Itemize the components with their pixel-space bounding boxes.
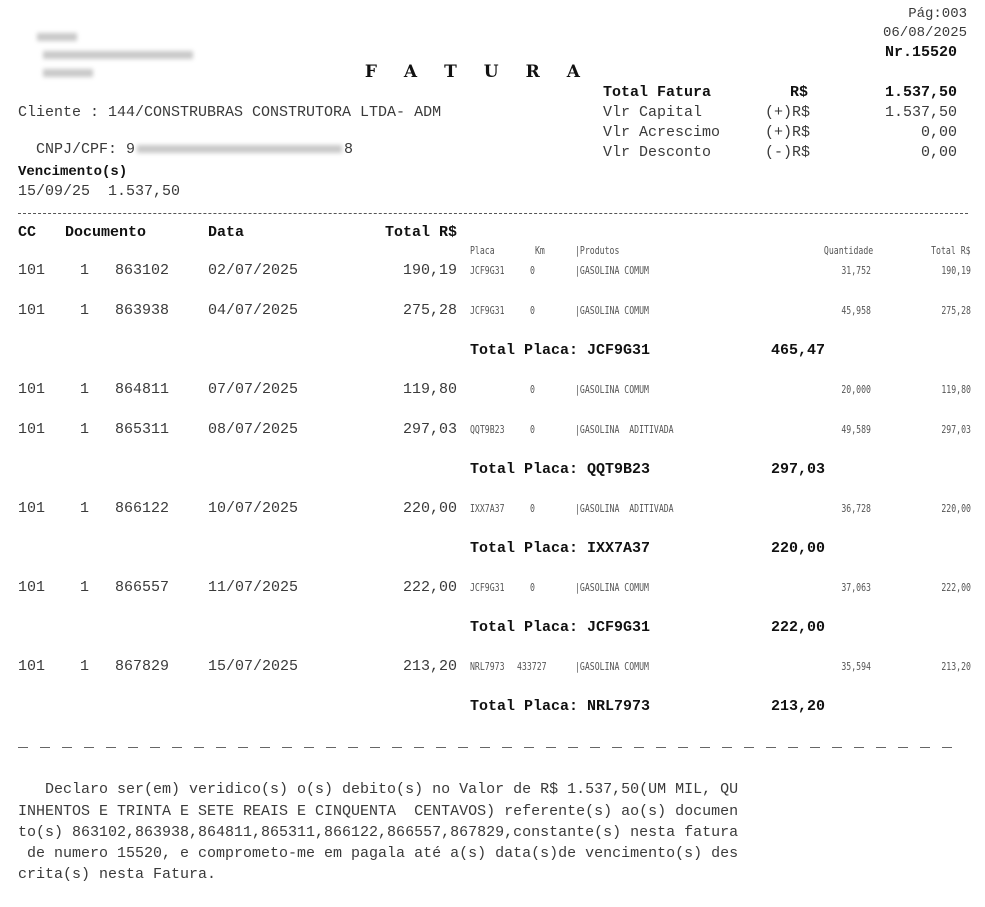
title-letter: T	[444, 62, 457, 82]
sub-header-quantidade: Quantidade	[823, 245, 873, 257]
row-documento: 866122	[115, 500, 170, 517]
row-n: 1	[80, 500, 90, 517]
col-header-cc: CC	[18, 224, 37, 241]
placa-total-value: 220,00	[770, 540, 825, 557]
declaration-line: Declaro ser(em) veridico(s) o(s) debito(s) no Valor de R$ 1.537,50(UM MIL, QU	[18, 781, 739, 799]
row-quantidade: 37,063	[841, 582, 871, 594]
row-placa: JCF9G31	[470, 582, 505, 594]
cnpj-label: CNPJ/CPF: 9	[36, 141, 136, 158]
title-letter: F	[364, 62, 377, 82]
row-item-total: 297,03	[941, 424, 971, 436]
row-cc: 101	[18, 302, 46, 319]
capital-label: Vlr Capital	[603, 104, 703, 121]
declaration-line: to(s) 863102,863938,864811,865311,866122,866557,867829,constante(s) nesta fatura	[18, 823, 739, 841]
row-total: 220,00	[402, 500, 457, 517]
row-date: 10/07/2025	[208, 500, 299, 517]
row-placa: IXX7A37	[470, 503, 505, 515]
col-header-documento: Documento	[65, 224, 147, 241]
total-fatura-label: Total Fatura	[603, 84, 712, 101]
row-quantidade: 20,000	[841, 384, 871, 396]
row-cc: 101	[18, 658, 46, 675]
row-cc: 101	[18, 421, 46, 438]
row-date: 11/07/2025	[208, 579, 299, 596]
row-km: 0	[530, 265, 535, 277]
row-date: 07/07/2025	[208, 381, 299, 398]
divider	[18, 213, 968, 214]
placa-total-label: Total Placa: QQT9B23	[470, 461, 651, 478]
desconto-label: Vlr Desconto	[603, 144, 712, 161]
title-letter: A	[566, 62, 580, 82]
row-item-total: 213,20	[941, 661, 971, 673]
row-total: 297,03	[402, 421, 457, 438]
row-produto: |GASOLINA ADITIVADA	[575, 503, 674, 515]
row-km: 0	[530, 503, 535, 515]
row-n: 1	[80, 302, 90, 319]
row-km: 0	[530, 305, 535, 317]
row-total: 190,19	[402, 262, 457, 279]
placa-total-label: Total Placa: JCF9G31	[470, 342, 651, 359]
sub-header-placa: Placa	[470, 245, 495, 257]
placa-total-value: 213,20	[770, 698, 825, 715]
placa-total-label: Total Placa: JCF9G31	[470, 619, 651, 636]
row-documento: 867829	[115, 658, 170, 675]
row-n: 1	[80, 381, 90, 398]
row-quantidade: 49,589	[841, 424, 871, 436]
title-letter: R	[525, 62, 540, 82]
row-placa: JCF9G31	[470, 265, 505, 277]
capital-sign: (+)R$	[765, 104, 811, 121]
row-item-total: 220,00	[941, 503, 971, 515]
row-n: 1	[80, 421, 90, 438]
row-date: 04/07/2025	[208, 302, 299, 319]
row-n: 1	[80, 262, 90, 279]
row-quantidade: 45,958	[841, 305, 871, 317]
row-quantidade: 35,594	[841, 661, 871, 673]
row-quantidade: 31,752	[841, 265, 871, 277]
page-number: Pág:003	[908, 6, 967, 22]
col-header-data: Data	[208, 224, 245, 241]
total-fatura-value: 1.537,50	[884, 84, 957, 101]
company-name-redacted	[18, 10, 193, 82]
row-documento: 863102	[115, 262, 170, 279]
cnpj-redacted	[137, 145, 342, 153]
desconto-sign: (-)R$	[765, 144, 811, 161]
row-produto: |GASOLINA COMUM	[575, 582, 649, 594]
cnpj-end: 8	[344, 141, 354, 158]
cnpj-line	[18, 124, 353, 158]
acrescimo-value: 0,00	[920, 124, 957, 141]
declaration-line: crita(s) nesta Fatura.	[18, 866, 217, 884]
row-total: 119,80	[402, 381, 457, 398]
row-km: 433727	[517, 661, 547, 673]
row-placa: NRL7973	[470, 661, 505, 673]
total-fatura-currency: R$	[790, 84, 809, 101]
placa-total-label: Total Placa: IXX7A37	[470, 540, 651, 557]
row-total: 222,00	[402, 579, 457, 596]
row-produto: |GASOLINA COMUM	[575, 384, 649, 396]
sub-header-produtos: |Produtos	[575, 245, 620, 257]
row-total: 213,20	[402, 658, 457, 675]
row-placa: JCF9G31	[470, 305, 505, 317]
issue-date: 06/08/2025	[882, 25, 967, 41]
row-item-total: 190,19	[941, 265, 971, 277]
client-line: Cliente : 144/CONSTRUBRAS CONSTRUTORA LTDA- ADM	[18, 104, 442, 121]
declaration	[18, 758, 978, 907]
row-n: 1	[80, 658, 90, 675]
row-produto: |GASOLINA COMUM	[575, 305, 649, 317]
declaration-line: de numero 15520, e comprometo-me em pagala até a(s) data(s)de vencimento(s) des	[18, 845, 739, 863]
row-produto: |GASOLINA COMUM	[575, 661, 649, 673]
acrescimo-sign: (+)R$	[765, 124, 811, 141]
row-documento: 863938	[115, 302, 170, 319]
row-placa: QQT9B23	[470, 424, 505, 436]
row-date: 15/07/2025	[208, 658, 299, 675]
row-date: 08/07/2025	[208, 421, 299, 438]
row-item-total: 275,28	[941, 305, 971, 317]
declaration-line: INHENTOS E TRINTA E SETE REAIS E CINQUENTA CENTAVOS) referente(s) ao(s) documen	[18, 802, 739, 820]
row-cc: 101	[18, 381, 46, 398]
invoice-number: Nr.15520	[884, 44, 957, 61]
row-n: 1	[80, 579, 90, 596]
placa-total-value: 297,03	[770, 461, 825, 478]
row-produto: |GASOLINA COMUM	[575, 265, 649, 277]
divider-dashed	[18, 747, 963, 748]
capital-value: 1.537,50	[884, 104, 957, 121]
row-km: 0	[530, 424, 535, 436]
col-header-total: Total R$	[384, 224, 457, 241]
desconto-value: 0,00	[920, 144, 957, 161]
title-letter: A	[403, 62, 418, 82]
row-item-total: 222,00	[941, 582, 971, 594]
row-cc: 101	[18, 579, 46, 596]
sub-header-total: Total R$	[931, 245, 971, 257]
acrescimo-label: Vlr Acrescimo	[603, 124, 721, 141]
row-cc: 101	[18, 500, 46, 517]
row-km: 0	[530, 384, 535, 396]
row-total: 275,28	[402, 302, 457, 319]
row-quantidade: 36,728	[841, 503, 871, 515]
row-documento: 866557	[115, 579, 170, 596]
row-date: 02/07/2025	[208, 262, 299, 279]
placa-total-label: Total Placa: NRL7973	[470, 698, 651, 715]
vencimento-line: 15/09/25 1.537,50	[18, 183, 181, 200]
placa-total-value: 222,00	[770, 619, 825, 636]
vencimento-label: Vencimento(s)	[18, 164, 128, 180]
row-documento: 864811	[115, 381, 170, 398]
page-title	[353, 42, 607, 82]
title-letter: U	[483, 62, 499, 82]
row-cc: 101	[18, 262, 46, 279]
row-km: 0	[530, 582, 535, 594]
row-documento: 865311	[115, 421, 170, 438]
row-item-total: 119,80	[941, 384, 971, 396]
row-produto: |GASOLINA ADITIVADA	[575, 424, 674, 436]
sub-header-km: Km	[535, 245, 545, 257]
placa-total-value: 465,47	[770, 342, 825, 359]
